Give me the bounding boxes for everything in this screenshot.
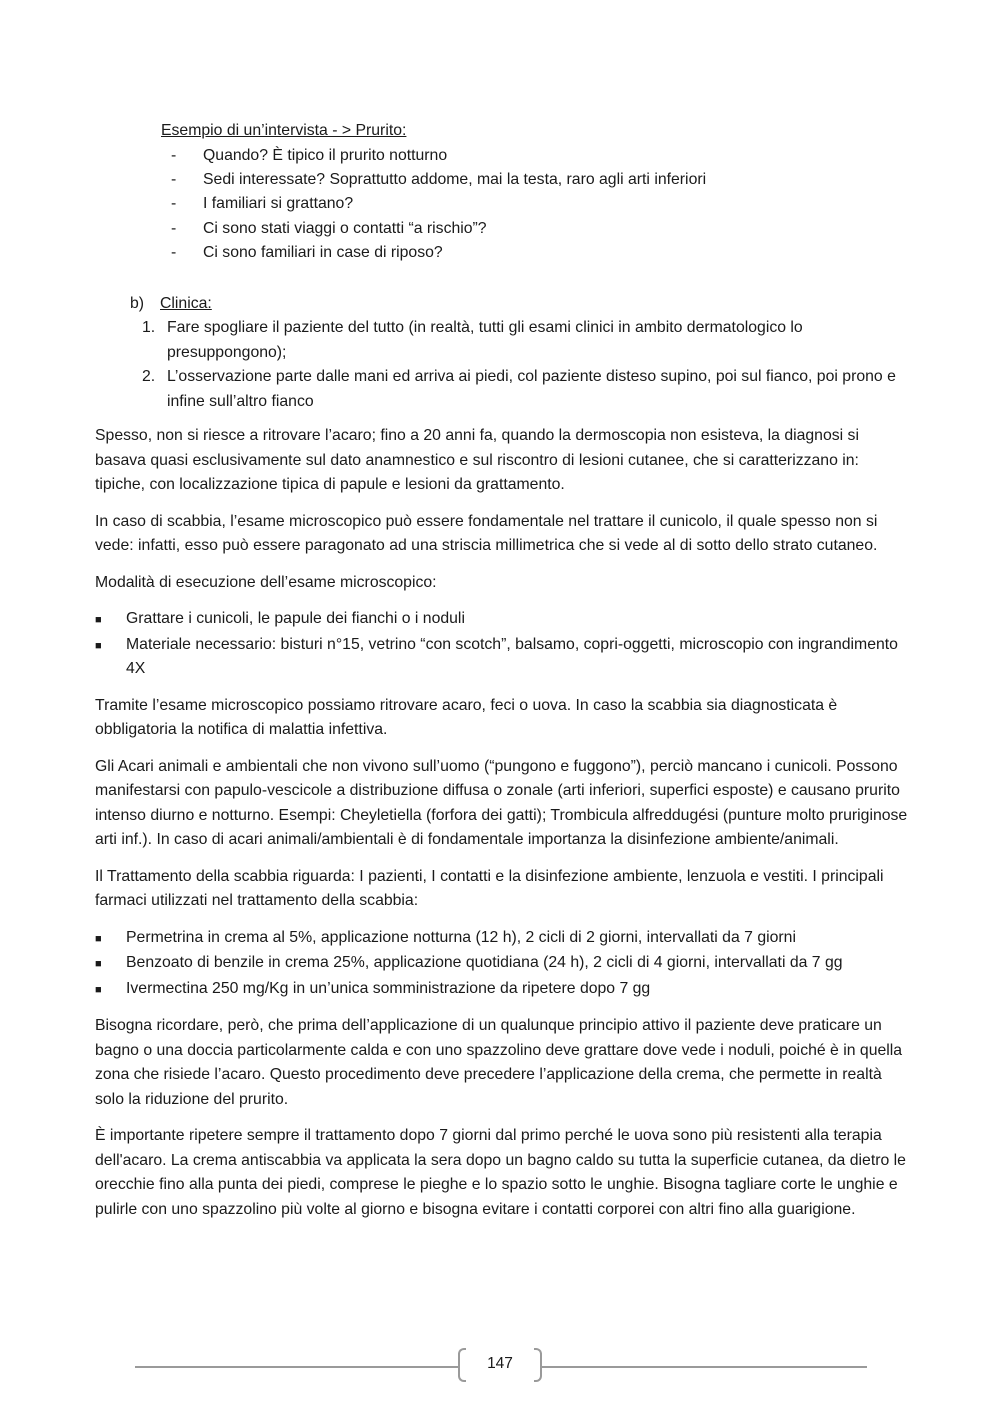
list-item [95, 926, 910, 952]
paragraph: Tramite l’esame microscopico possiamo ritrovare acaro, feci o uova. In caso la scabbia sia diagnosticata è obbligatoria la notifica di malattia infettiva. [95, 696, 838, 739]
drug-list [95, 926, 910, 1003]
left-brace-icon [458, 1348, 466, 1382]
paragraph: Modalità di esecuzione dell’esame microscopico: [95, 573, 437, 591]
footer-divider-right [542, 1366, 867, 1368]
paragraph: Bisogna ricordare, però, che prima dell’applicazione di un qualunque principio attivo il paziente deve praticare un bagno o una doccia particolarmente calda e con uno spazzolino deve grattare dove vede i noduli, poiché è in quella zona che risiede l’acaro. Questo procedimento deve precedere l’applicazione della crema, che permette in realtà solo la riduzione del prurito. [95, 1017, 903, 1108]
list-item [95, 633, 910, 682]
square-bullet-icon: ■ [95, 983, 102, 996]
interview-heading: Esempio di un’intervista - > Prurito: [161, 122, 407, 139]
square-bullet-icon: ■ [95, 639, 102, 652]
square-bullet-icon: ■ [95, 958, 102, 971]
clinica-steps [142, 316, 910, 414]
interview-example [161, 119, 910, 266]
list-item-text: Grattare i cunicoli, le papule dei fianchi o i noduli [126, 610, 465, 628]
list-item [171, 168, 910, 192]
dash-marker: - [171, 219, 177, 237]
square-bullet-icon: ■ [95, 614, 102, 627]
footer-divider-left [135, 1366, 460, 1368]
list-item [171, 144, 910, 168]
dash-marker: - [171, 170, 177, 188]
list-item-text: Ci sono familiari in case di riposo? [203, 244, 443, 262]
paragraph: Gli Acari animali e ambientali che non vivono sull’uomo (“pungono e fuggono”), perciò mancano i cunicoli. Possono manifestarsi con papulo-vescicole a distribuzione diffusa o zonale (arti inferiori, superfici esposte) e causano prurito intenso diurno e notturno. Esempi: Cheyletiella (forfora dei gatti); Trombicula alfreddugési (punture molto pruriginose arti inf.). In caso di acari animali/ambientali è di fondamentale importanza la disinfezione ambiente/animali. [95, 757, 908, 849]
paragraph: Il Trattamento della scabbia riguarda: I pazienti, I contatti e la disinfezione ambiente, lenzuola e vestiti. I principali farmaci utilizzati nel trattamento della scabbia: [95, 867, 884, 910]
list-item [171, 192, 910, 216]
step-number: 1. [142, 319, 156, 337]
paragraph: È importante ripetere sempre il trattamento dopo 7 giorni dal primo perché le uova sono più resistenti alla terapia dell'acaro. La crema antiscabbia va applicata la sera dopo un bagno caldo su tutta la superficie cutanea, da dietro le orecchie fino alla punta dei piedi, comprese le pieghe e lo spazio sotto le unghie. Bisogna tagliare corte le unghie e pulirle con uno spazzolino più volte al giorno e bisogna evitare i contatti corporei con altri fino alla guarigione. [95, 1127, 906, 1218]
list-item [95, 607, 910, 633]
clinica-label: b) [130, 294, 145, 312]
list-item [142, 316, 910, 365]
list-item-text: Ivermectina 250 mg/Kg in un’unica somministrazione da ripetere dopo 7 gg [126, 979, 651, 997]
page-number: 147 [487, 1355, 513, 1372]
square-bullet-icon: ■ [95, 932, 102, 945]
list-item-text: Materiale necessario: bisturi n°15, vetrino “con scotch”, balsamo, copri-oggetti, microscopio con ingrandimento 4X [126, 635, 898, 678]
clinica-title: Clinica: [160, 294, 212, 312]
list-item [95, 977, 910, 1003]
step-number: 2. [142, 368, 156, 386]
list-item [171, 241, 910, 265]
dash-marker: - [171, 195, 177, 213]
dash-marker: - [171, 244, 177, 262]
paragraph: Spesso, non si riesce a ritrovare l’acaro; fino a 20 anni fa, quando la dermoscopia non esisteva, la diagnosi si basava quasi esclusivamente sul dato anamnestico e sul riscontro di lesioni cutanee, che si caratterizzano in: tipiche, con localizzazione tipica di papule e lesioni da grattamento. [95, 427, 859, 494]
list-item-text: Sedi interessate? Soprattutto addome, mai la testa, raro agli arti inferiori [203, 170, 707, 188]
interview-question-list [171, 144, 910, 266]
dash-marker: - [171, 146, 177, 164]
page-content [95, 119, 910, 1234]
right-brace-icon [534, 1348, 542, 1382]
list-item-text: Permetrina in crema al 5%, applicazione notturna (12 h), 2 cicli di 2 giorni, intervallati da 7 giorni [126, 928, 796, 946]
clinica-heading [130, 292, 910, 317]
list-item-text: Benzoato di benzile in crema 25%, applicazione quotidiana (24 h), 2 cicli di 4 giorni, intervallati da 7 gg [126, 954, 843, 972]
list-item-text: I familiari si grattano? [203, 195, 354, 213]
list-item-text: Quando? È tipico il prurito notturno [203, 146, 448, 164]
step-text: L’osservazione parte dalle mani ed arriva ai piedi, col paziente disteso supino, poi sul fianco, poi prono e infine sull’altro fianco [167, 368, 896, 410]
step-text: Fare spogliare il paziente del tutto (in realtà, tutti gli esami clinici in ambito dermatologico lo presuppongono); [167, 319, 803, 361]
list-item [171, 217, 910, 241]
list-item [142, 365, 910, 414]
list-item [95, 951, 910, 977]
clinica-section [130, 292, 910, 415]
page-footer [0, 1345, 1000, 1385]
paragraph: In caso di scabbia, l’esame microscopico può essere fondamentale nel trattare il cunicolo, il quale spesso non si vede: infatti, esso può essere paragonato ad una striscia millimetrica che si vede al di sotto dello strato cutaneo. [95, 512, 878, 555]
list-item-text: Ci sono stati viaggi o contatti “a rischio”? [203, 219, 487, 237]
exam-procedure-list [95, 607, 910, 682]
